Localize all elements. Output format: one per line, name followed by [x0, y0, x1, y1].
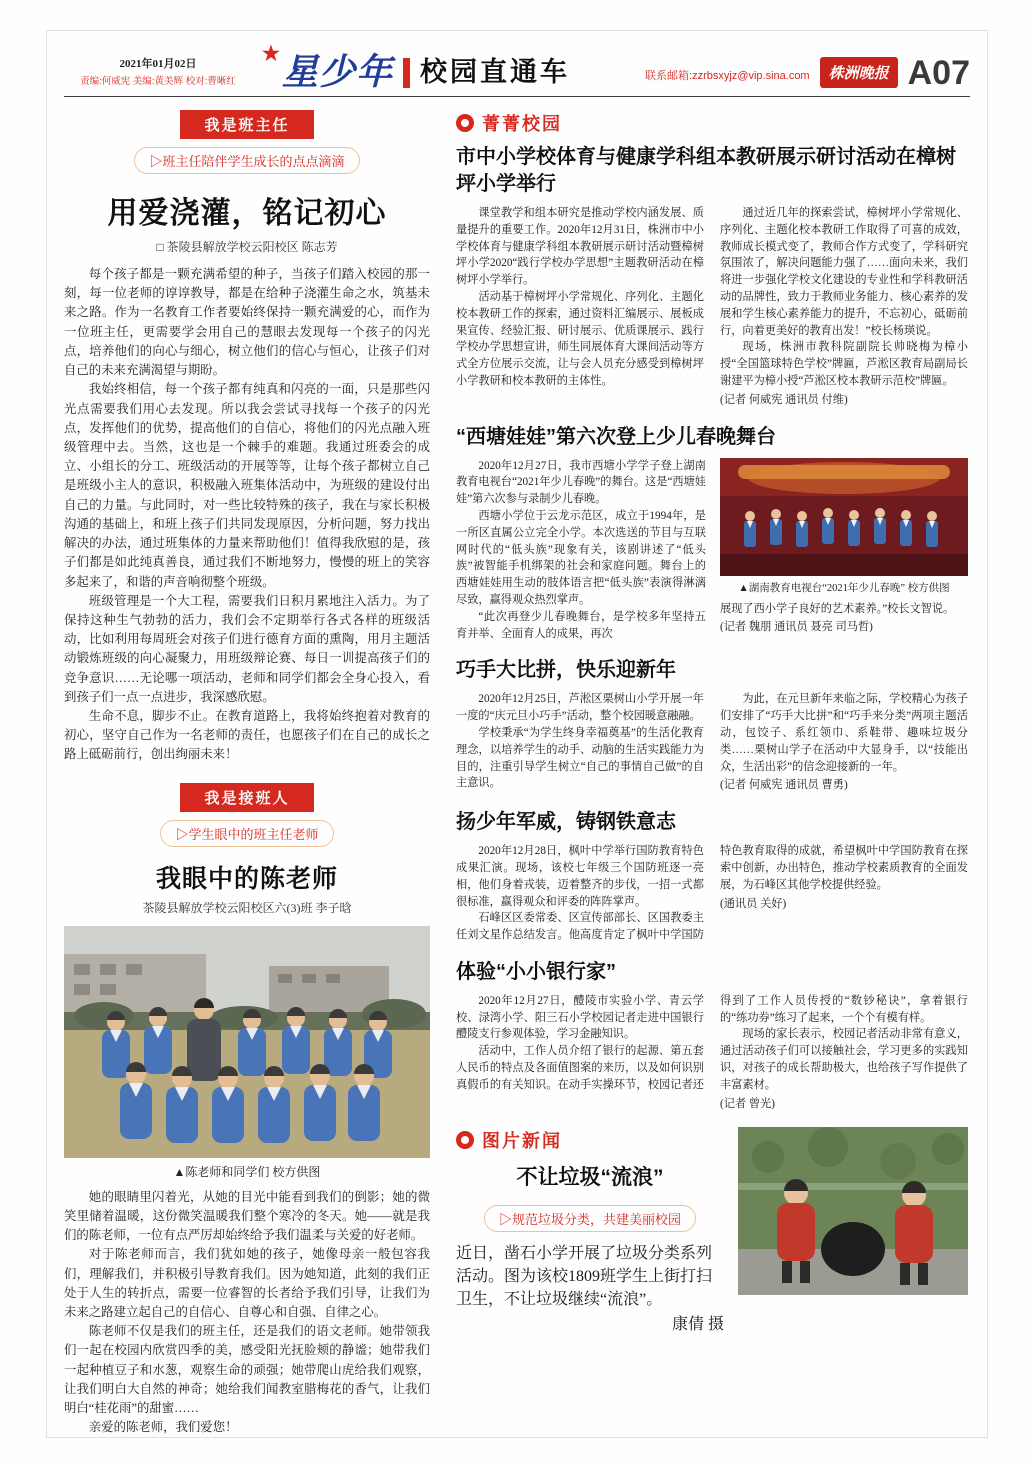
campus-section-label: 菁菁校园 — [482, 114, 562, 134]
student-article-title: 我眼中的陈老师 — [155, 865, 338, 893]
teacher-article-tagline: ▷班主任陪伴学生成长的点点滴滴 — [134, 147, 359, 174]
paragraph: 陈老师不仅是我们的班主任，还是我们的语文老师。她带领我们一起在校园内欣赏四季的美，感受阳光抚脸颊的静谧；她带我们一起种植豆子和水葱，观察生命的顽强；她带爬山虎给我们观察，让我们明白大自然的神奇；她给我们闻教室腊梅花的香气，让我们明白“桂花雨”的甜蜜…… — [64, 1324, 430, 1416]
article-title: 体验“小小银行家” — [456, 960, 616, 983]
ring-icon — [456, 1131, 474, 1149]
red-divider-bar — [403, 58, 410, 88]
paragraph: 展现了西小学子良好的艺术素养。”校长文智说。 — [720, 602, 955, 615]
group-photo-caption: ▲陈老师和同学们 校方供图 — [173, 1164, 321, 1179]
editorial-credits: 责编:何威宪 美编:黄美辉 校对:曹晰红 — [80, 76, 236, 87]
trash-photo-illustration — [738, 1127, 968, 1295]
paragraph: 西塘小学位于云龙示范区，成立于1994年，是一所区直属公立完全小学。本次选送的节目与互联网时代的“低头族”现象有关，该剧讲述了“低头族”被智能手机绑架的社会和家庭问题。舞台上的西塘娃娃用生动的肢体语言把“低头族”表演得淋漓尽致，赢得观众热烈掌声。 — [456, 509, 706, 606]
group-photo-illustration — [64, 926, 430, 1158]
article-credit: (记者 魏朋 通讯员 聂亮 司马哲) — [720, 621, 873, 634]
paragraph: 我始终相信，每一个孩子都有纯真和闪亮的一面，只是那些闪光点需要我们用心去发现。所以我会尝试寻找每一个孩子的闪光点，发挥他们的优势，提高他们的自信心，将他们的闪光点融入班级管理中去。当然，这也是一个棘手的难题。我通过班委会的成立、小组长的分工、班级活动的开展等等，让每个孩子都树立自己是班级小主人的意识，积极融入班集体活动中，为班级的建设付出自己的力量。与此同时，对一些比较特殊的孩子，我在与家长积极沟通的基础上，和班上孩子们共同发现原因，分析问题，努力找出解决的办法，通过班集体的力量来帮助他们！值得我欣慰的是，孩子们都是如此纯真善良，通过我们不断地努力，慢慢的班上的笑容多起来了，和谐的声音响彻整个班级。 — [64, 382, 430, 589]
newspaper-name-logo: 株洲晚报 — [820, 57, 898, 88]
teacher-article-byline: □ 茶陵县解放学校云阳校区 陈志芳 — [156, 240, 338, 254]
paragraph: 现场，株洲市教科院副院长帅晓梅为樟小授“全国篮球特色学校”牌匾，芦淞区教育局副局长谢建平为樟小授“芦淞区校本教研示范校”牌匾。 — [720, 341, 968, 387]
teacher-article-badge: 我是班主任 — [180, 110, 313, 139]
student-article-tagline: ▷学生眼中的班主任老师 — [160, 820, 333, 847]
article-photo-column — [720, 458, 968, 643]
student-article-body — [64, 1188, 430, 1438]
paragraph: 学校秉承“为学生终身幸福奠基”的生活化教育理念，以培养学生的动手、动脑的生活实践能力为目的，注重引导学生树立“自己的事情自己做”的自主意识。 — [456, 726, 704, 790]
photo-news-text — [456, 1127, 724, 1334]
teacher-article-body — [64, 265, 430, 765]
paragraph: 通过近几年的探索尝试，樟树坪小学常规化、序列化、主题化校本教研工作取得了可喜的成效，教师成长模式变了，教师合作方式变了，学科研究氛围浓了，解决问题能力强了……面向未来，我们将进一步强化学校文化建设的专业性和学科教研活动的品牌性，致力于教师业务能力、核心素养的发展和学生核心素养能力的提升，不忘初心，砥砺前行，向着更美好的教育出发！”校长杨瑛说。 — [720, 207, 968, 337]
photo-news-section — [456, 1127, 968, 1334]
header-meta — [64, 55, 252, 90]
paragraph: 班级管理是一个大工程，需要我们日积月累地注入活力。为了保持这种生气勃勃的活力，我们会不定期举行各式各样的班级活动，比如利用每周班会对孩子们进行德育方面的熏陶，用月主题活动锻炼班级的向心凝聚力，用班级辩论赛、每日一训提高孩子们的竞争意识……无论哪一项活动，老师和同学们都会全身心投入，看到孩子们一点一点进步，我深感欣慰。 — [64, 593, 430, 704]
masthead-title: 星少年 — [282, 51, 394, 92]
section-title: 校园直通车 — [420, 57, 571, 87]
teacher-students-photo — [64, 926, 430, 1158]
paragraph: 石峰区区委常委、区宣传部部长、区国教委主任刘文星作总结发言。他高度肯定了枫叶中学国防特色教育取得的成就，希望枫叶中学国防教育在探索中创新，办出特色，推动学校素质教育的全面发展，为石峰区其他学校提供经验。 — [456, 845, 968, 942]
photo-news-tagline: ▷规范垃圾分类，共建美丽校园 — [484, 1205, 696, 1232]
ring-icon — [456, 114, 474, 132]
teacher-article-title: 用爱浇灌，铭记初心 — [107, 197, 387, 230]
article-credit: (记者 何威宪 通讯员 付维) — [720, 393, 848, 406]
article-credit: (通讯员 关好) — [720, 897, 787, 910]
paragraph: 课堂教学和组本研究是推动学校内涵发展、质量提升的重要工作。2020年12月31日，株洲市中小学校体育与健康学科组本教研展示研讨活动暨樟树坪小学2020“践行学校办学思想”主题教研活动在樟树坪小学举行。 — [456, 207, 704, 287]
article-title: 市中小学校体育与健康学科组本教研展示研讨活动在樟树坪小学举行 — [456, 146, 956, 195]
article-yinhang — [456, 959, 968, 1113]
student-article-badge: 我是接班人 — [180, 783, 313, 812]
trash-cleanup-photo — [738, 1127, 968, 1334]
paragraph: 亲爱的陈老师，我们爱您！ — [88, 1420, 238, 1435]
paragraph: 她的眼睛里闪着光，从她的目光中能看到我们的倒影；她的微笑里储着温暖，这份微笑温暖我们整个寒冷的冬天。她——就是我们的陈老师，一位有点严厉却始终给予我们温柔与关爱的好老师。 — [64, 1189, 430, 1243]
paragraph: 为此，在元旦新年来临之际，学校精心为孩子们安排了“巧手大比拼”和“巧手来分类”两项主题活动，包饺子、系红领巾、系鞋带、趣味垃圾分类……栗树山学子在活动中大显身手，以“技能出众，生活出彩”的信念迎接新的一年。 — [720, 693, 968, 773]
photographer-credit: 康倩 摄 — [671, 1316, 724, 1334]
paragraph: 2020年12月25日，芦淞区栗树山小学开展一年一度的“庆元旦小巧手”活动，整个校园暖意融融。 — [456, 693, 704, 723]
paragraph: 对于陈老师而言，我们犹如她的孩子，她像母亲一般包容我们，理解我们，并积极引导教育我们。因为她知道，此刻的我们正处于人生的转折点，需要一位睿智的长者给予我们引导，让我们为未来之路建立起自己的自信心、自尊心和自强、自律之心。 — [64, 1247, 430, 1319]
student-article-byline: 茶陵县解放学校云阳校区六(3)班 李子晗 — [142, 900, 352, 915]
star-icon: ★ — [262, 43, 281, 65]
article-jiaoyan — [456, 144, 968, 409]
article-chunwan — [456, 424, 968, 643]
page-number: A07 — [907, 54, 970, 92]
article-body — [456, 458, 706, 643]
article-junwei — [456, 809, 968, 944]
paragraph: 现场的家长表示，校园记者活动非常有意义，通过活动孩子们可以接触社会，学习更多的实践知识，对孩子的成长帮助极大，也给孩子写作提供了丰富素材。 — [720, 1028, 968, 1091]
article-credit: (记者 何威宪 通讯员 曹勇) — [720, 779, 848, 792]
article-body — [456, 843, 968, 944]
photo-news-label: 图片新闻 — [482, 1131, 562, 1152]
paragraph: “此次再登少儿春晚舞台，是学校多年坚持五育并举、全面育人的成果，再次 — [456, 610, 706, 640]
article-body — [456, 691, 968, 794]
article-body — [456, 205, 968, 409]
left-column — [64, 110, 430, 1438]
contact-email: 联系邮箱:zzrbsxyjz@vip.sina.com — [645, 70, 810, 82]
page-header — [64, 40, 970, 90]
campus-section-badge — [456, 110, 968, 136]
right-column — [456, 110, 968, 1334]
paragraph: 活动中，工作人员介绍了银行的起源、第五套人民币的特点及各面值图案的来历，以及如何识别真假币的有关知识。在动手实操环节，校园记者还得到了工作人员传授的“数钞秘诀”，拿着银行的“练功券”练习了起来，一个个有模有样。 — [456, 994, 968, 1091]
paragraph: 活动基于樟树坪小学常规化、序列化、主题化校本教研工作的探索，通过资料汇编展示、展板成果宣传、经验汇报、研讨展示、优质课展示、践行学校办学思想宣讲，师生同展体育大课间活动等方式全方位展示交流，让与会人员充分感受到樟树坪小学教研和校本教研的主体性。 — [456, 290, 704, 387]
article-qiaoshou — [456, 657, 968, 794]
paragraph: 近日，凿石小学开展了垃圾分类系列活动。图为该校1809班学生上街打扫卫生，不让垃圾继续“流浪”。 — [456, 1245, 713, 1309]
paragraph: 生命不息，脚步不止。在教育道路上，我将始终抱着对教育的初心，坚守自己作为一名老师的责任，也愿孩子们在自己的成长之路上砥砺前行，创出绚丽未来！ — [64, 709, 430, 762]
paragraph: 2020年12月27日，醴陵市实验小学、青云学校、渌湾小学、阳三石小学校园记者走进中国银行醴陵支行参观体验，学习金融知识。 — [456, 994, 704, 1041]
stage-photo — [720, 458, 968, 576]
article-title: 扬少年军威，铸钢铁意志 — [456, 811, 676, 834]
article-credit: (记者 曾光) — [720, 1097, 775, 1110]
article-body — [456, 993, 968, 1113]
article-title: “西塘娃娃”第六次登上少儿春晚舞台 — [456, 425, 776, 448]
masthead-logo — [262, 43, 394, 92]
paragraph: 每个孩子都是一颗充满希望的种子，当孩子们踏入校园的那一刻，每一位老师的谆谆教导，都是在给种子浇灌生命之水，筑基未来之路。作为一名教育工作者要始终保持一颗充满爱的心，而作为一位班主任，更需要学会用自己的慧眼去发现每一个孩子的闪光点，培养他们的向心与细心，树立他们的信心与恒心，让孩子们对自己的未来充满渴望与期盼。 — [64, 267, 430, 378]
paragraph: 2020年12月27日，我市西塘小学学子登上湖南教育电视台“2021年少儿春晚”的舞台。这是“西塘娃娃”第六次参与录制少儿春晚。 — [456, 459, 706, 506]
issue-date: 2021年01月02日 — [119, 58, 197, 70]
stage-photo-caption: ▲湖南教育电视台“2021年少儿春晚” 校方供图 — [738, 582, 950, 594]
paragraph: 2020年12月28日，枫叶中学举行国防教育特色成果汇演。现场，该校七年级三个国防班逐一亮相，他们身着戎装，迈着整齐的步伐，一招一式都很标准，赢得观众和评委的阵阵掌声。 — [456, 845, 704, 908]
photo-news-title: 不让垃圾“流浪” — [516, 1166, 664, 1190]
header-rule — [64, 96, 970, 97]
photo-news-badge — [456, 1127, 724, 1153]
article-title: 巧手大比拼，快乐迎新年 — [456, 659, 676, 682]
